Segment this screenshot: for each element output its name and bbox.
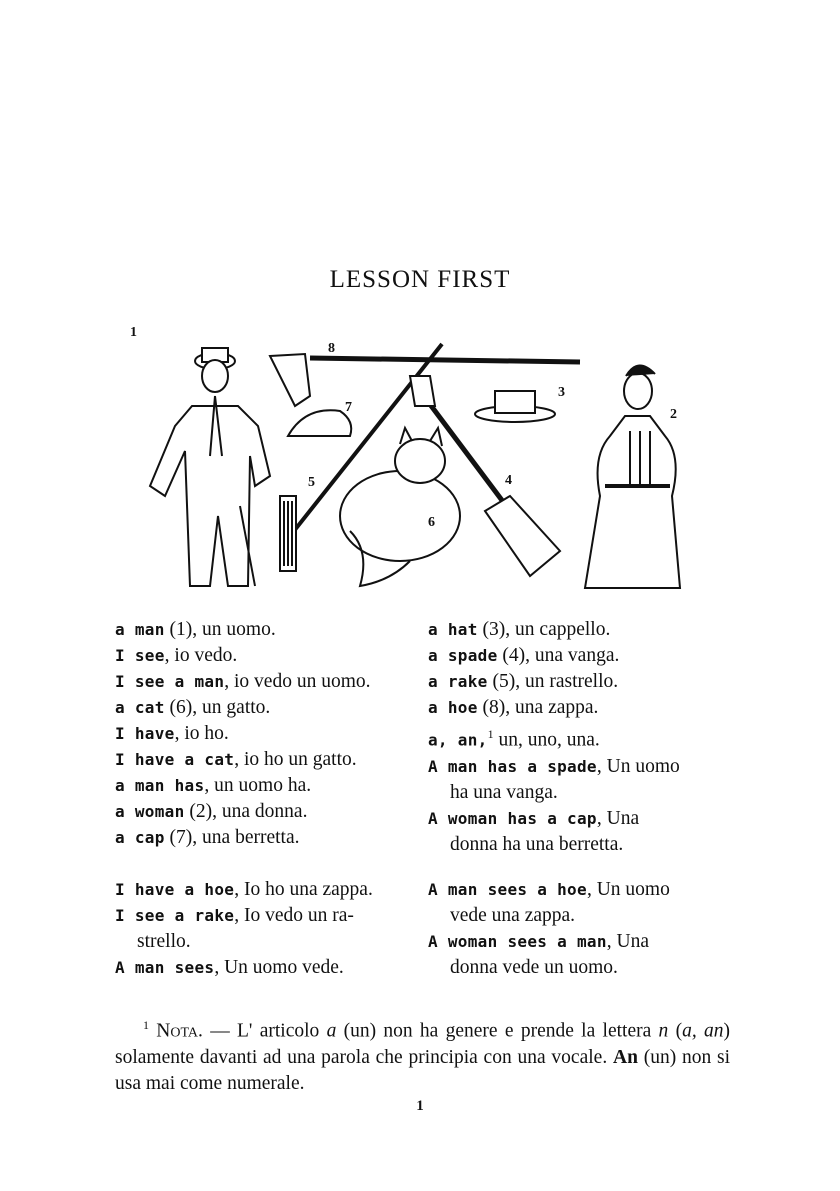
sentence-line: A man sees a hoe, Un uomo xyxy=(428,879,670,900)
label-rake: 5 xyxy=(308,475,315,490)
vocab-line: I have, io ho. xyxy=(115,723,229,744)
sentence-line: A man sees, Un uomo vede. xyxy=(115,957,344,978)
vocab-line: a hat (3), un cappello. xyxy=(428,619,611,640)
vocab-line: a rake (5), un rastrello. xyxy=(428,671,619,692)
rake-figure xyxy=(280,496,296,571)
vocab-line: A man has a spade, Un uomo xyxy=(428,755,680,777)
label-cat: 6 xyxy=(428,515,435,530)
vocab-line: I have a cat, io ho un gatto. xyxy=(115,749,357,770)
vocab-line: a cap (7), una berretta. xyxy=(115,827,300,848)
vocab-left-column xyxy=(115,617,371,851)
vocab-line: a man (1), un uomo. xyxy=(115,619,276,640)
sentences-right-column xyxy=(428,877,670,981)
sentence-line: strello. xyxy=(137,931,191,952)
label-hat: 3 xyxy=(558,385,565,400)
vocab-line: a hoe (8), una zappa. xyxy=(428,697,599,718)
vocab-line: I see, io vedo. xyxy=(115,645,238,666)
sentence-line: A woman sees a man, Una xyxy=(428,931,650,952)
spade-figure xyxy=(485,496,560,576)
sentence-line: vede una zappa. xyxy=(450,905,576,926)
vocab-line: donna ha una berretta. xyxy=(450,833,624,855)
vocab-line: a man has, un uomo ha. xyxy=(115,775,312,796)
sentences-left-column xyxy=(115,877,373,981)
lesson-title: LESSON FIRST xyxy=(329,266,511,293)
vocab-line: a cat (6), un gatto. xyxy=(115,697,271,718)
vocab-line: a, an,$^1$ un, uno, una. xyxy=(428,727,600,751)
sentence-line: I see a rake, Io vedo un ra- xyxy=(115,905,354,926)
vocab-line: a woman (2), una donna. xyxy=(115,801,308,822)
vocab-line: I see a man, io vedo un uomo. xyxy=(115,671,371,692)
label-man: 1 xyxy=(130,325,137,340)
sentence-line: donna vede un uomo. xyxy=(450,957,618,978)
woman-figure xyxy=(585,365,680,588)
footnote: $^1$ Nota. — L' articolo a (un) non ha genere e prende la lettera n (a, an) solamente davanti ad una parola che principia con una vocale. An (un) non si usa mai come numerale. xyxy=(115,1018,731,1094)
label-hoe: 8 xyxy=(328,341,335,356)
hat-figure xyxy=(475,391,555,422)
lesson-illustration xyxy=(130,325,700,598)
label-spade: 4 xyxy=(505,473,512,488)
page-number: 1 xyxy=(416,1098,424,1114)
vocab-line: a spade (4), una vanga. xyxy=(428,645,620,666)
vocab-right-column xyxy=(428,617,680,858)
label-cap: 7 xyxy=(345,400,352,415)
sentence-line: I have a hoe, Io ho una zappa. xyxy=(115,879,373,900)
vocab-line: A woman has a cap, Una xyxy=(428,807,640,829)
man-figure xyxy=(150,348,270,586)
vocab-line: ha una vanga. xyxy=(450,781,558,803)
cap-figure xyxy=(288,410,351,436)
label-woman: 2 xyxy=(670,407,677,422)
